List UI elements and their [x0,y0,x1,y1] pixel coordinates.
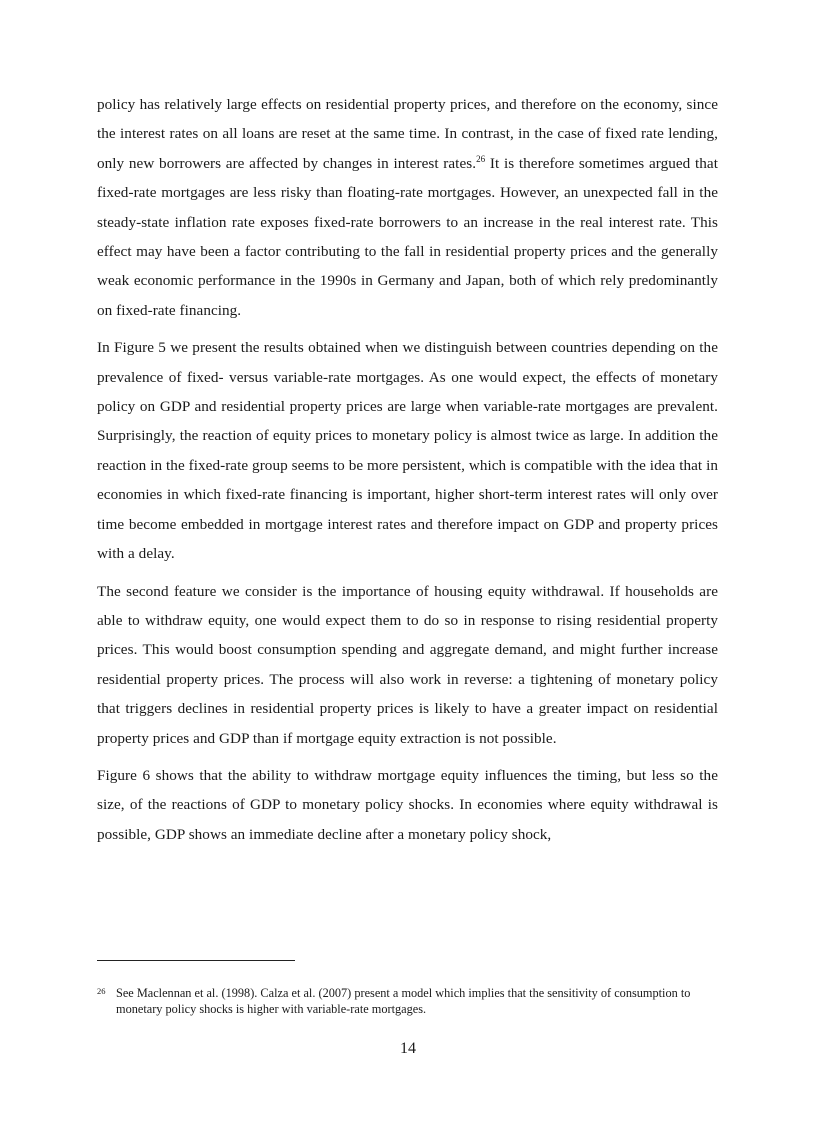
footnote-number: 26 [97,986,106,996]
page-number: 14 [400,1040,416,1057]
paragraph-1-text-start: policy has relatively large effects on residential property prices, and therefore on the economy, since the interest rates on all loans are reset at the same time. In contrast, in the case of fixed rate lending, only new borrowers are affected by changes in interest rates. [97,96,718,172]
body-text [97,90,718,857]
footnote [97,985,718,1017]
paragraph-4: Figure 6 shows that the ability to withdraw mortgage equity influences the timing, but less so the size, of the reactions of GDP to monetary policy shocks. In economies where equity withdrawal is possible, GDP shows an immediate decline after a monetary policy shock, [97,766,718,843]
footnote-text: See Maclennan et al. (1998). Calza et al. (2007) present a model which implies that the sensitivity of consumption to monetary policy shocks is higher with variable-rate mortgages. [116,986,691,1016]
paragraph-3: The second feature we consider is the importance of housing equity withdrawal. If households are able to withdraw equity, one would expect them to do so in response to rising residential property prices. This would boost consumption spending and aggregate demand, and might further increase residential property prices. The process will also work in reverse: a tightening of monetary policy that triggers declines in residential property prices is likely to have a greater impact on residential property prices and GDP than if mortgage equity extraction is not possible. [97,582,718,747]
paragraph-1-text-end: It is therefore sometimes argued that fixed-rate mortgages are less risky than floating-rate mortgages. However, an unexpected fall in the steady-state inflation rate exposes fixed-rate borrowers to an increase in the real interest rate. This effect may have been a factor contributing to the fall in residential property prices and the generally weak economic performance in the 1990s in Germany and Japan, both of which rely predominantly on fixed-rate financing. [97,154,718,319]
footnote-reference[interactable]: 26 [476,153,486,164]
paragraph-1 [97,90,718,325]
paragraph-2: In Figure 5 we present the results obtained when we distinguish between countries depending on the prevalence of fixed- versus variable-rate mortgages. As one would expect, the effects of monetary policy on GDP and residential property prices are large when variable-rate mortgages are prevalent. Surprisingly, the reaction of equity prices to monetary policy is almost twice as large. In addition the reaction in the fixed-rate group seems to be more persistent, which is compatible with the idea that in economies in which fixed-rate financing is important, higher short-term interest rates will only over time become embedded in mortgage interest rates and therefore impact on GDP and property prices with a delay. [97,339,718,563]
footnote-divider [97,960,295,961]
